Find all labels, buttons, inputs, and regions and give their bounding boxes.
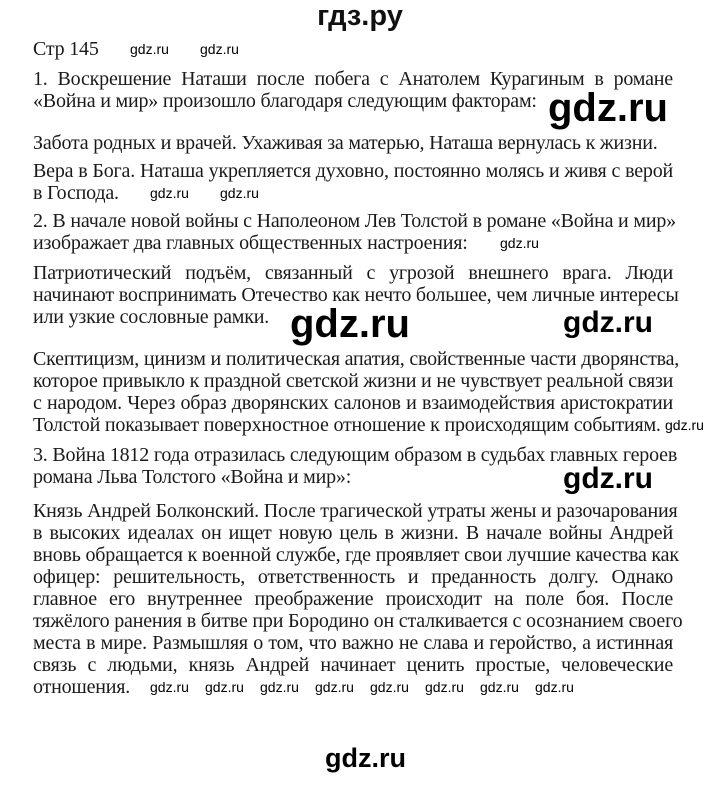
- watermark: gdz.ru: [200, 41, 239, 57]
- text-line: романа Льва Толстого «Война и мир»:: [33, 466, 352, 488]
- text-line: Забота родных и врачей. Ухаживая за матерью, Наташа вернулась к жизни.: [33, 132, 658, 154]
- text-line: начинают воспринимать Отечество как нечто большее, чем личные интересы: [33, 284, 679, 306]
- watermark: gdz.ru: [150, 679, 189, 695]
- text-line: изображает два главных общественных настроения:: [33, 232, 468, 254]
- text-line: связь с людьми, князь Андрей начинает ценить простые, человеческие: [33, 654, 673, 676]
- watermark: gdz.ru: [425, 679, 464, 695]
- text-line: Патриотический подъём, связанный с угрозой внешнего врага. Люди: [33, 262, 673, 284]
- text-line: места в мире. Размышляя о том, что важно не слава и геройство, а истинная: [33, 632, 673, 654]
- text-line: 3. Война 1812 года отразилась следующим образом в судьбах главных героев: [33, 444, 678, 466]
- watermark: gdz.ru: [325, 743, 406, 773]
- text-line: или узкие сословные рамки.: [33, 306, 270, 328]
- text-line: которое привыкло к праздной светской жизни и не чувствует реальной связи: [33, 370, 674, 392]
- text-line: тяжёлого ранения в битве при Бородино он сталкивается с осознанием своего: [33, 610, 683, 632]
- text-line: 1. Воскрешение Наташи после побега с Анатолем Курагиным в романе: [33, 68, 673, 90]
- site-title: гдз.ру: [317, 0, 403, 32]
- text-line: с народом. Через образ дворянских салонов и взаимодействия аристократии: [33, 392, 673, 414]
- watermark: gdz.ru: [130, 41, 169, 57]
- page-label: Стр 145: [33, 38, 99, 60]
- text-line: Вера в Бога. Наташа укрепляется духовно, постоянно молясь и живя с верой: [33, 160, 673, 182]
- text-line: Толстой показывает поверхностное отношение к происходящим событиям.: [33, 414, 661, 436]
- text-line: в высоких идеалах он ищет новую цель в жизни. В начале войны Андрей: [33, 522, 673, 544]
- text-line: Скептицизм, цинизм и политическая апатия, свойственные части дворянства,: [33, 348, 680, 370]
- watermark: gdz.ru: [563, 462, 653, 495]
- watermark: gdz.ru: [260, 679, 299, 695]
- text-line: в Господа.: [33, 182, 119, 204]
- watermark: gdz.ru: [665, 417, 704, 433]
- watermark: gdz.ru: [150, 185, 189, 201]
- watermark: gdz.ru: [370, 679, 409, 695]
- watermark: gdz.ru: [500, 235, 539, 251]
- watermark: gdz.ru: [563, 306, 653, 339]
- text-line: офицер: решительность, ответственность и преданность долгу. Однако: [33, 566, 673, 588]
- text-line: 2. В начале новой войны с Наполеоном Лев Толстой в романе «Война и мир»: [33, 210, 676, 232]
- watermark: gdz.ru: [480, 679, 519, 695]
- watermark: gdz.ru: [290, 302, 410, 346]
- text-line: главное его внутреннее преображение происходит на поле боя. После: [33, 588, 673, 610]
- watermark: gdz.ru: [315, 679, 354, 695]
- text-line: Князь Андрей Болконский. После трагической утраты жены и разочарования: [33, 500, 678, 522]
- watermark: gdz.ru: [220, 185, 259, 201]
- text-line: «Война и мир» произошло благодаря следующим факторам:: [33, 90, 537, 112]
- watermark: gdz.ru: [535, 679, 574, 695]
- text-line: вновь обращается к военной службе, где проявляет свои лучшие качества как: [33, 544, 679, 566]
- watermark: gdz.ru: [548, 86, 668, 130]
- text-line: отношения.: [33, 676, 131, 698]
- watermark: gdz.ru: [205, 679, 244, 695]
